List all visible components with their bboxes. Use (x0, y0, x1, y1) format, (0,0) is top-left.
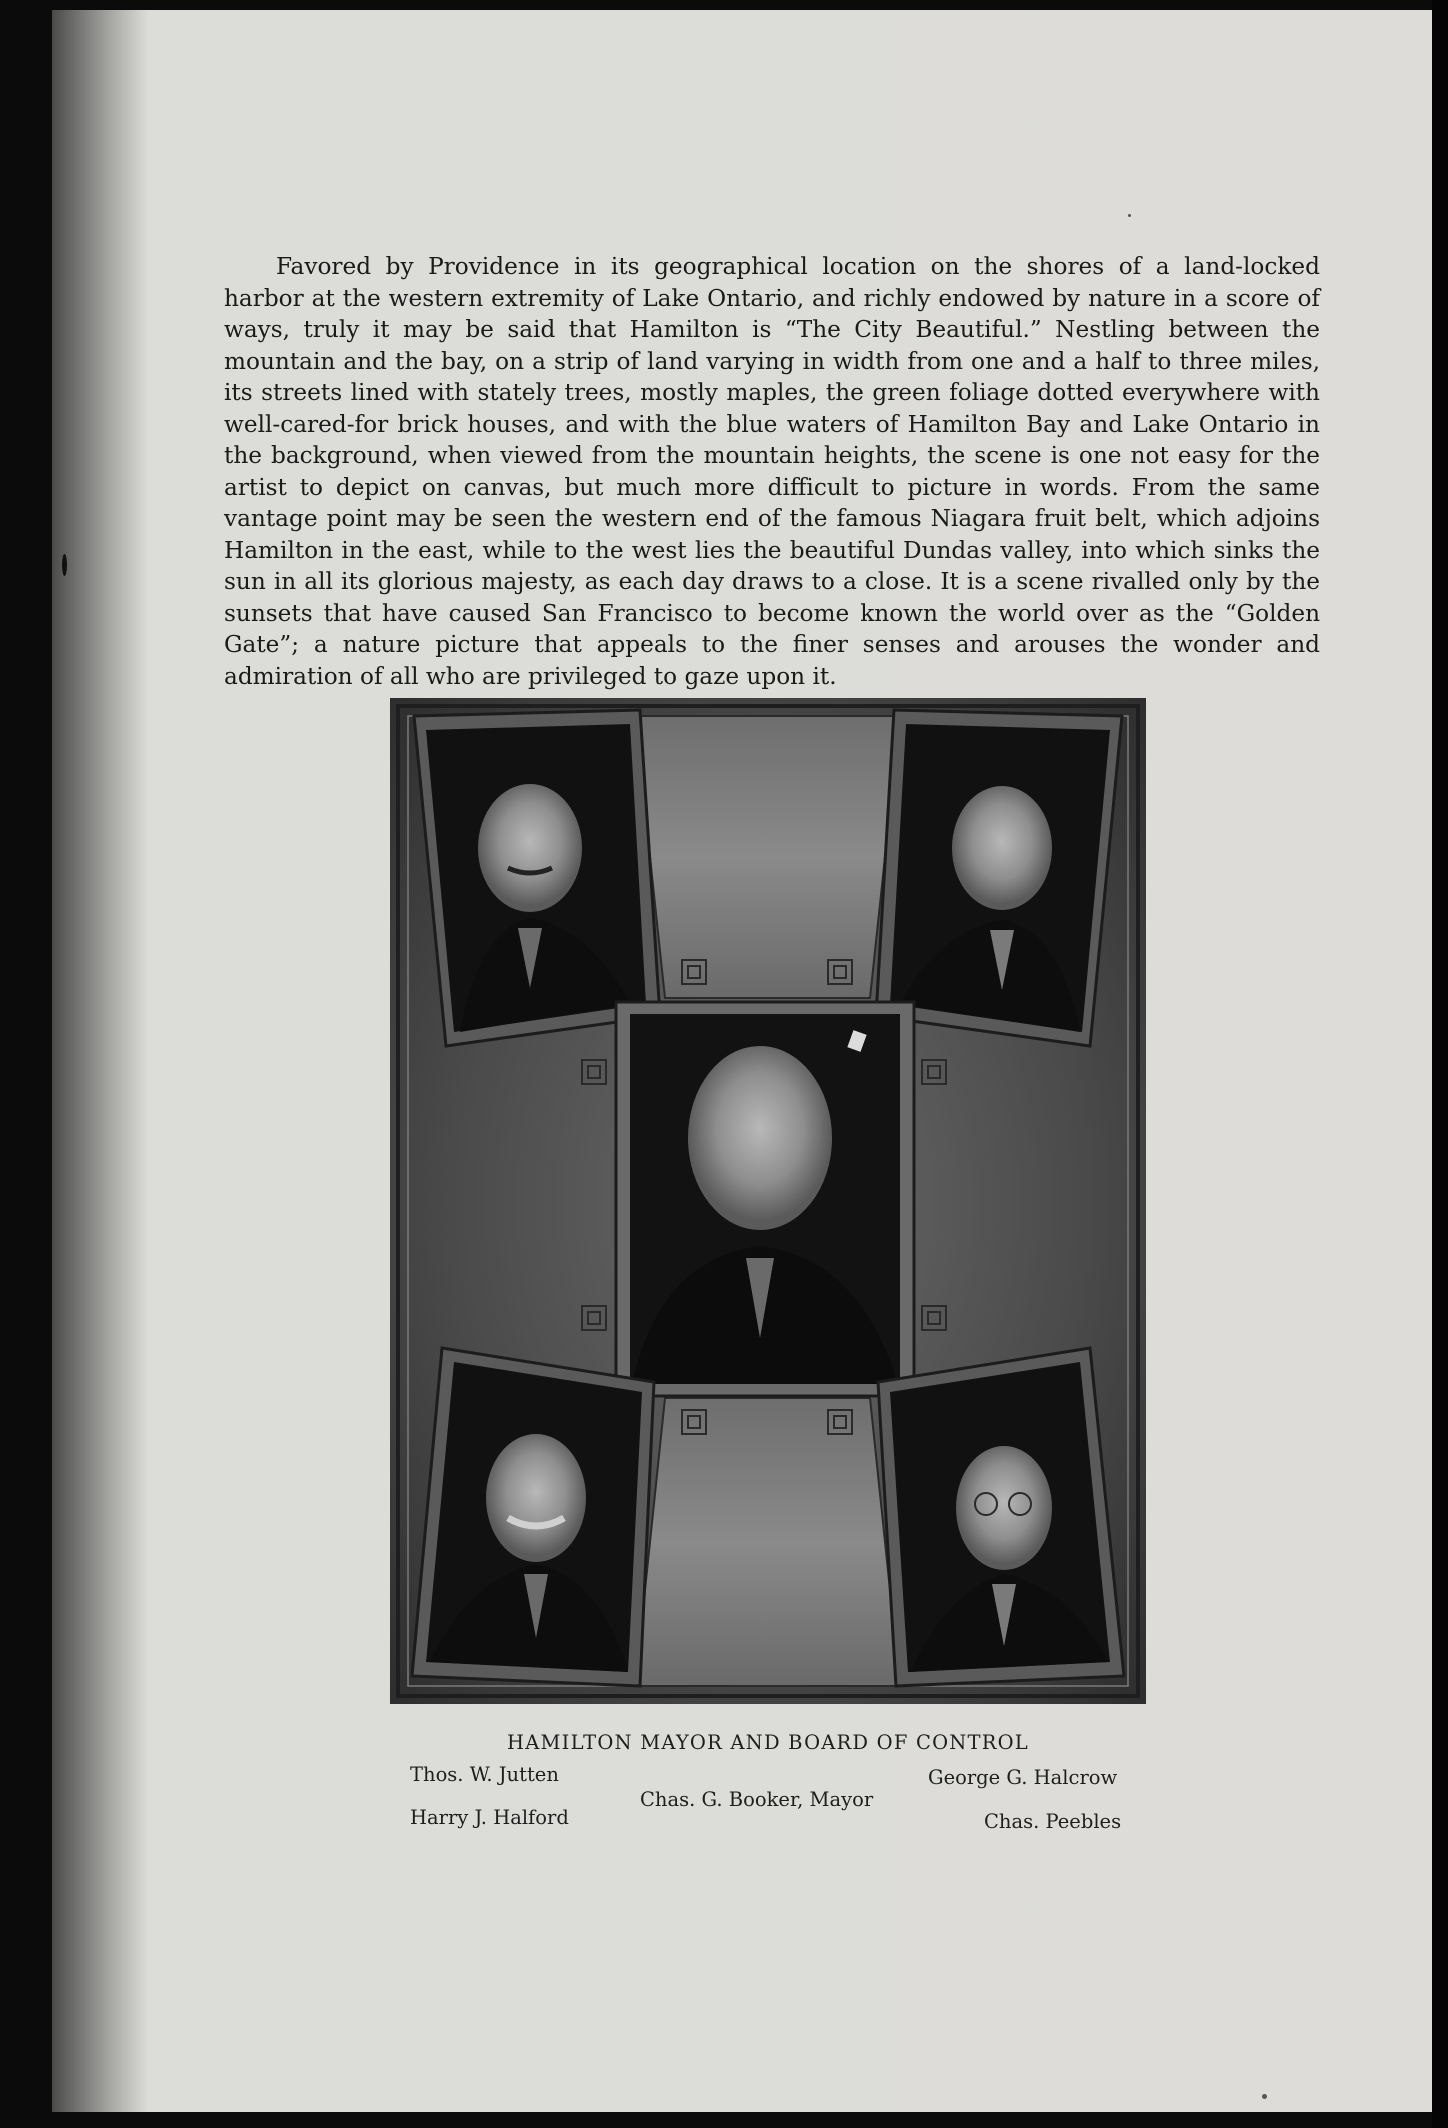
portrait-bottom-right (878, 1348, 1124, 1686)
scan-artifact (62, 554, 67, 576)
caption-name-top-right: George G. Halcrow (928, 1766, 1118, 1789)
portrait-plate (390, 698, 1146, 1704)
body-paragraph: Favored by Providence in its geographical location on the shores of a land-locked harbor at the western extremity of Lake Ontario, and richly endowed by nature in a score of ways, truly it may be said that Hamilton is “The City Beautiful.” Nestling between the mountain and the bay, on a strip of land varying in width from one and a half to three miles, its streets lined with stately trees, mostly maples, the green foliage dotted everywhere with well-cared-for brick houses, and with the blue waters of Hamilton Bay and Lake Ontario in the background, when viewed from the mountain heights, the scene is one not easy for the artist to depict on canvas, but much more difficult to picture in words. From the same vantage point may be seen the western end of the famous Niagara fruit belt, which adjoins Hamilton in the east, while to the west lies the beautiful Dundas valley, into which sinks the sun in all its glorious majesty, as each day draws to a close. It is a scene rivalled only by the sunsets that have caused San Francisco to become known the world over as the “Golden Gate”; a nature picture that appeals to the finer senses and arouses the wonder and admiration of all who are privileged to gaze upon it. (224, 253, 1320, 690)
top-center-panel (635, 716, 900, 998)
scan-artifact (1128, 214, 1131, 217)
portrait-center (616, 1002, 914, 1396)
portrait-top-right (876, 710, 1122, 1046)
caption-name-bottom-right: Chas. Peebles (984, 1810, 1122, 1833)
caption-title: HAMILTON MAYOR AND BOARD OF CONTROL (507, 1731, 1029, 1754)
portrait-top-left (414, 710, 660, 1046)
caption-name-top-left: Thos. W. Jutten (410, 1763, 559, 1786)
book-spine-shadow (52, 10, 148, 2112)
caption-name-center: Chas. G. Booker, Mayor (640, 1788, 874, 1811)
caption-name-bottom-left: Harry J. Halford (410, 1806, 569, 1829)
scan-right-edge (1432, 0, 1448, 2128)
bottom-center-panel (635, 1398, 900, 1686)
portrait-bottom-left (412, 1348, 654, 1686)
scan-artifact (1262, 2094, 1267, 2099)
